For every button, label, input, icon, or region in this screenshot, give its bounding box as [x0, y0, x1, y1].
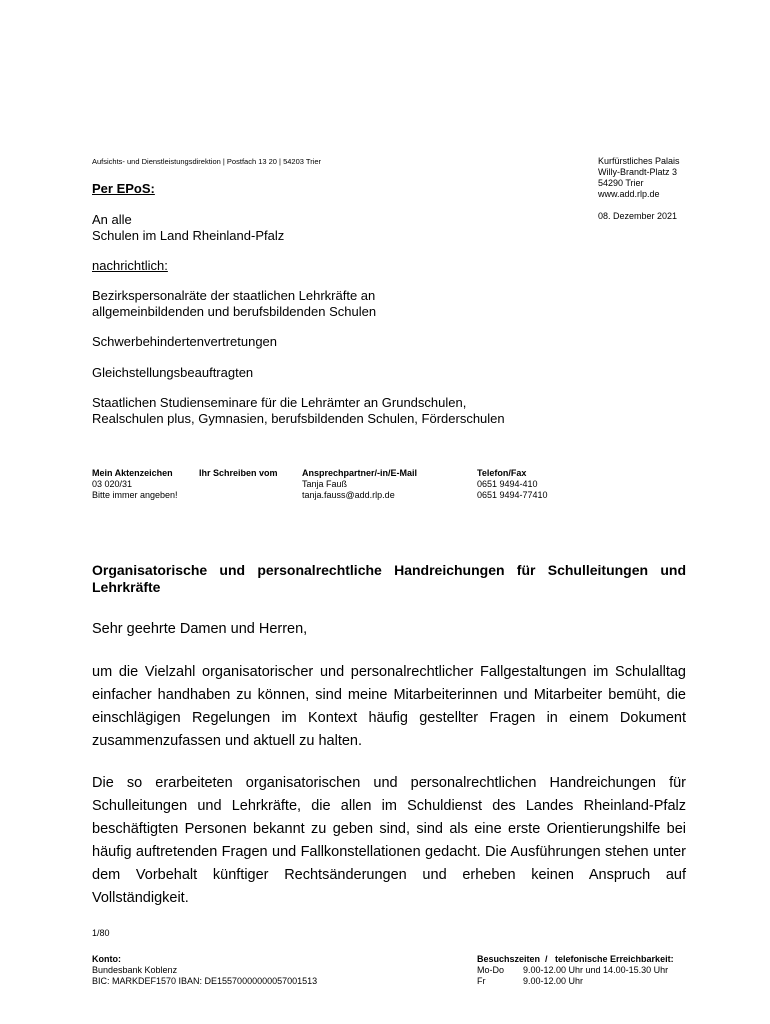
reference-column — [92, 468, 178, 501]
footer-hours-row — [477, 976, 674, 987]
sender-address-line: Willy-Brandt-Platz 3 — [598, 167, 678, 177]
reference-value: tanja.fauss@add.rlp.de — [302, 490, 395, 500]
cc-item: Gleichstellungsbeauftragten — [92, 365, 254, 380]
reference-column — [477, 468, 548, 501]
sender-address-line: Kurfürstliches Palais — [598, 156, 680, 166]
footer-hours-row — [477, 965, 674, 976]
footer-konto-label: Konto: — [92, 954, 121, 964]
page-number: 1/80 — [92, 928, 110, 938]
cc-line: allgemeinbildenden und berufsbildenden Schulen — [92, 304, 377, 319]
salutation: Sehr geehrte Damen und Herren, — [92, 621, 308, 637]
letter-subject: Organisatorische und personalrechtliche Handreichungen für Schulleitungen und Lehrkräfte — [92, 562, 686, 595]
reference-value: 03 020/31 — [92, 479, 133, 489]
cc-item — [92, 288, 376, 320]
footer-bank-name: Bundesbank Koblenz — [92, 965, 178, 975]
footer-hours-label: Besuchszeiten / telefonische Erreichbarkeit: — [477, 954, 674, 964]
reference-heading: Mein Aktenzeichen — [92, 468, 173, 478]
footer-hours — [477, 954, 674, 987]
sender-return-line: Aufsichts- und Dienstleistungsdirektion | Postfach 13 20 | 54203 Trier — [92, 157, 322, 166]
reference-value: Tanja Fauß — [302, 479, 348, 489]
reference-heading: Telefon/Fax — [477, 468, 527, 478]
footer-day: Fr — [477, 976, 486, 986]
letter-date: 08. Dezember 2021 — [598, 211, 678, 221]
footer-bank — [92, 954, 317, 987]
sender-address-line: www.add.rlp.de — [598, 189, 660, 199]
recipient-block — [92, 212, 284, 244]
cc-line: Realschulen plus, Gymnasien, berufsbildenden Schulen, Förderschulen — [92, 411, 505, 426]
reference-value: 0651 9494-410 — [477, 479, 538, 489]
reference-heading: Ihr Schreiben vom — [199, 468, 278, 478]
footer-bic-iban: BIC: MARKDEF1570 IBAN: DE15570000000057001513 — [92, 976, 318, 986]
footer-time: 9.00-12.00 Uhr — [523, 976, 584, 986]
reference-value: Bitte immer angeben! — [92, 490, 178, 500]
reference-heading: Ansprechpartner/-in/E-Mail — [302, 468, 418, 478]
sender-address-line: 54290 Trier — [598, 178, 644, 188]
recipient-line: An alle — [92, 212, 132, 227]
cc-label: nachrichtlich: — [92, 258, 168, 273]
cc-item: Schwerbehindertenvertretungen — [92, 334, 278, 349]
cc-line: Bezirkspersonalräte der staatlichen Lehrkräfte an — [92, 288, 376, 303]
cc-line: Staatlichen Studienseminare für die Lehrämter an Grundschulen, — [92, 395, 467, 410]
footer-time: 9.00-12.00 Uhr und 14.00-15.30 Uhr — [523, 965, 669, 975]
footer-day: Mo-Do — [477, 965, 505, 975]
delivery-method: Per EPoS: — [92, 181, 155, 196]
body-paragraph: um die Vielzahl organisatorischer und personalrechtlicher Fallgestaltungen im Schulalltag einfacher handhaben zu können, sind meine Mitarbeiterinnen und Mitarbeiter bemüht, die einschlägigen Regelungen im Kontext häufig gestellter Fragen in einem Dokument zusammenzufassen und aktuell zu halten. — [92, 664, 686, 749]
recipient-line: Schulen im Land Rheinland-Pfalz — [92, 228, 285, 243]
reference-column — [302, 468, 417, 501]
sender-address — [598, 156, 680, 200]
reference-value: 0651 9494-77410 — [477, 490, 548, 500]
body-paragraph: Die so erarbeiteten organisatorischen und personalrechtlichen Handreichungen für Schulleitungen und Lehrkräfte, die allen im Schuldienst des Landes Rheinland-Pfalz beschäftigten Personen bekannt zu geben sind, sind als eine erste Orientierungshilfe bei häufig auftretenden Fragen und Fallkonstellationen gedacht. Die Ausführungen stehen unter dem Vorbehalt künftiger Rechtsänderungen und erheben keinen Anspruch auf Vollständigkeit. — [92, 775, 686, 906]
cc-item — [92, 395, 505, 427]
